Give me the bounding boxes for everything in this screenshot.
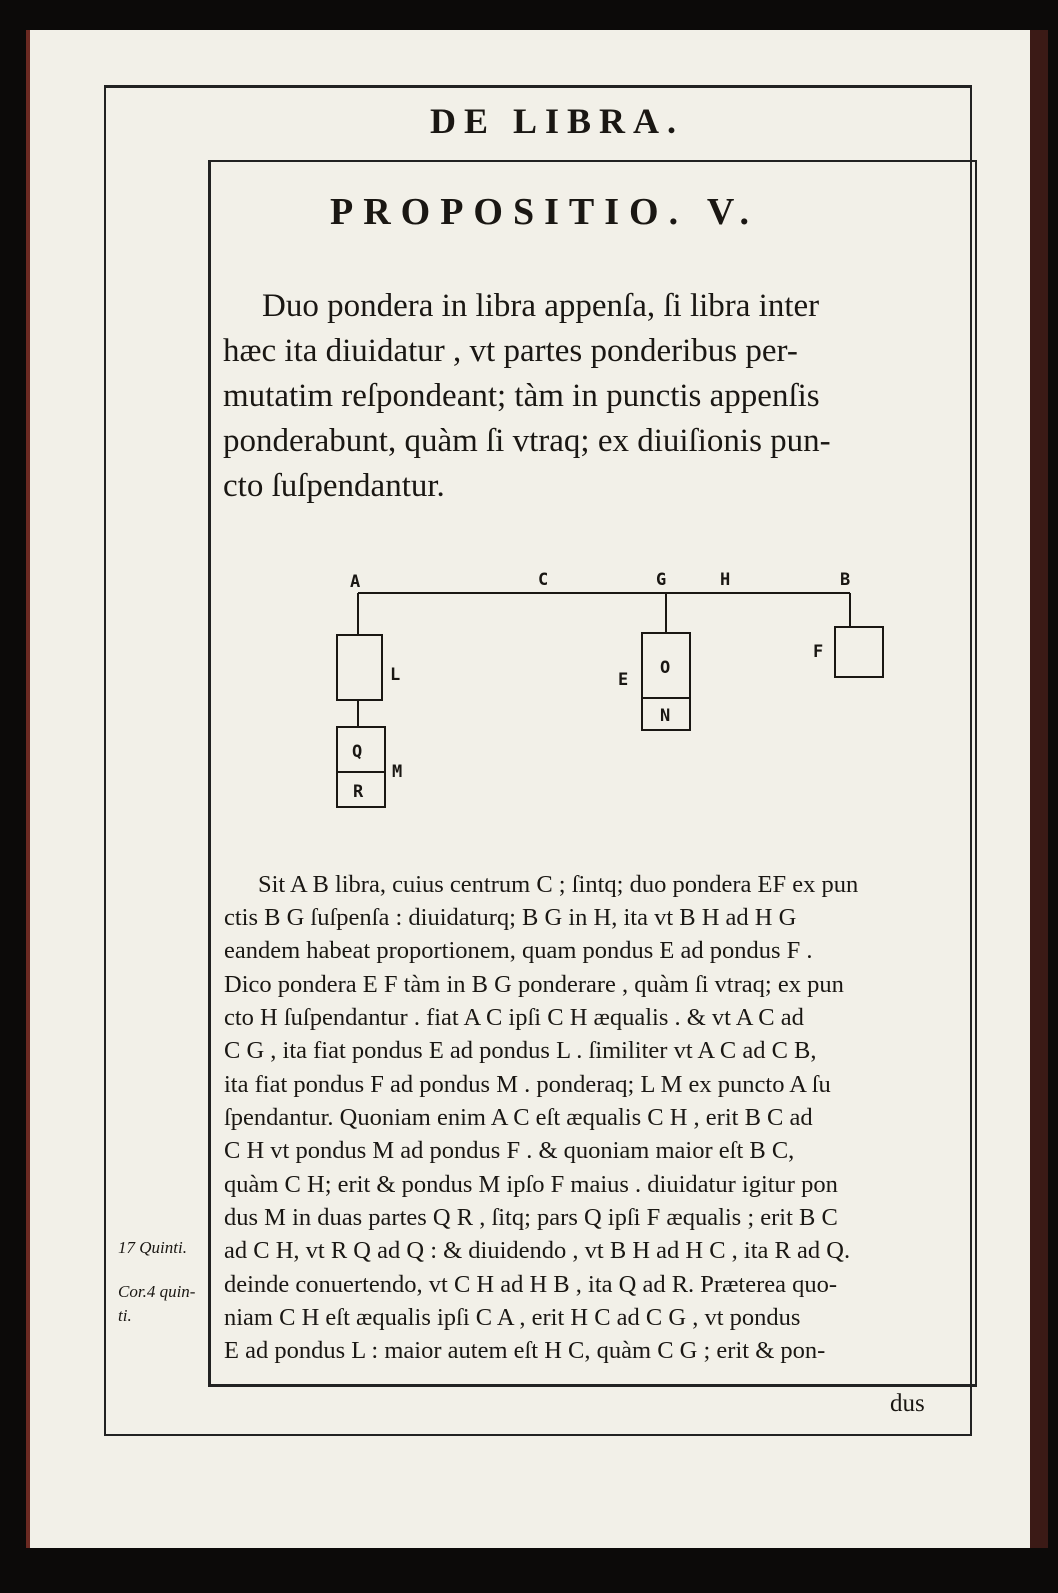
label-B: B: [840, 570, 851, 590]
label-G: G: [656, 570, 667, 590]
weight-F: [835, 627, 883, 677]
body-line: Dico pondera E F tàm in B G ponderare , quàm ſi vtraq; ex pun: [224, 971, 844, 998]
body-line: C G , ita fiat pondus E ad pondus L . ſimiliter vt A C ad C B,: [224, 1037, 817, 1064]
body-line: cto H ſuſpendantur . fiat A C ipſi C H æqualis . & vt A C ad: [224, 1004, 804, 1031]
label-Q: Q: [352, 742, 363, 762]
label-R: R: [353, 782, 364, 802]
book-page: [26, 30, 1030, 1548]
body-line: niam C H eſt æqualis ipſi C A , erit H C ad C G , vt pondus: [224, 1304, 801, 1331]
margin-note: Cor.4 quin-: [118, 1282, 196, 1301]
label-A: A: [350, 572, 361, 592]
label-F: F: [813, 642, 824, 662]
label-E: E: [618, 670, 629, 690]
body-line: ctis B G ſuſpenſa : diuidaturq; B G in H, ita vt B H ad H G: [224, 904, 797, 931]
enunciation-line: mutatim reſpondeant; tàm in punctis appenſis: [223, 378, 820, 414]
body-line: ita fiat pondus F ad pondus M . ponderaq; L M ex puncto A ſu: [224, 1071, 831, 1098]
body-line: quàm C H; erit & pondus M ipſo F maius . diuidatur igitur pon: [224, 1171, 838, 1198]
balance-diagram: [320, 565, 920, 825]
catchword: dus: [890, 1390, 925, 1417]
label-L: L: [390, 665, 401, 685]
body-line: Sit A B libra, cuius centrum C ; ſintq; duo pondera EF ex pun: [258, 871, 859, 898]
weight-L: [337, 635, 382, 700]
body-line: C H vt pondus M ad pondus F . & quoniam maior eſt B C,: [224, 1137, 795, 1164]
enunciation-line: ponderabunt, quàm ſi vtraq; ex diuiſionis pun-: [223, 423, 831, 459]
body-line: ad C H, vt R Q ad Q : & diuidendo , vt B H ad H C , ita R ad Q.: [224, 1237, 851, 1264]
body-line: eandem habeat proportionem, quam pondus E ad pondus F .: [224, 937, 813, 964]
body-line: E ad pondus L : maior autem eſt H C, quàm C G ; erit & pon-: [224, 1337, 826, 1364]
label-N: N: [660, 706, 671, 726]
margin-note: ti.: [118, 1306, 132, 1325]
proposition-title: PROPOSITIO. V.: [330, 191, 759, 233]
body-line: deinde conuertendo, vt C H ad H B , ita Q ad R. Præterea quo-: [224, 1271, 838, 1298]
label-M: M: [392, 762, 403, 782]
label-O: O: [660, 658, 671, 678]
body-line: dus M in duas partes Q R , ſitq; pars Q ipſi F æqualis ; erit B C: [224, 1204, 838, 1231]
enunciation-line: cto ſuſpendantur.: [223, 468, 445, 504]
label-C: C: [538, 570, 549, 590]
enunciation-line: hæc ita diuidatur , vt partes ponderibus per-: [223, 333, 798, 369]
body-line: ſpendantur. Quoniam enim A C eſt æqualis C H , erit B C ad: [224, 1104, 813, 1131]
enunciation-line: Duo pondera in libra appenſa, ſi libra inter: [262, 288, 820, 324]
label-H: H: [720, 570, 731, 590]
page-edge: [1030, 30, 1048, 1548]
running-head: DE LIBRA.: [430, 101, 685, 141]
margin-note: 17 Quinti.: [118, 1238, 187, 1257]
